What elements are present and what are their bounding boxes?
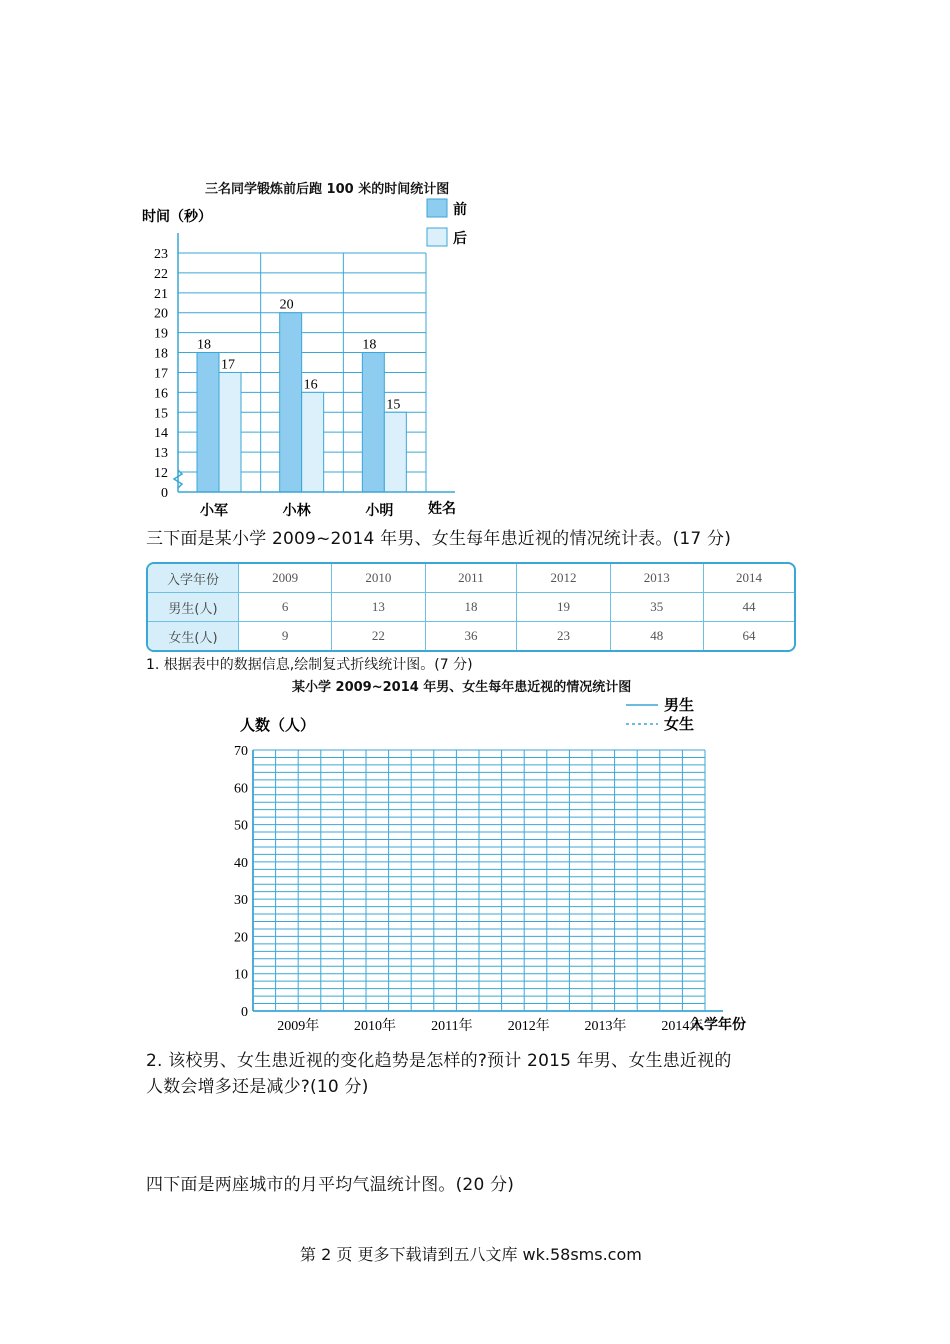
line-chart-grid: [220, 692, 780, 1037]
line-y-tick-label: 50: [234, 818, 248, 834]
bar-y-tick-label: 12: [154, 466, 168, 481]
bar-y-tick-label: 20: [154, 306, 168, 322]
bar-chart-x-ticks: [200, 502, 393, 519]
bar-chart-y-label: 时间（秒）: [142, 209, 212, 225]
page-footer: 第 2 页 更多下载请到五八文库 wk.58sms.com: [300, 1245, 642, 1264]
table-cell: 2014: [704, 564, 794, 593]
line-chart-y-ticks: [234, 744, 248, 1020]
line-x-tick-label: 2012年: [507, 1019, 550, 1034]
bar-y-tick-label: 15: [154, 406, 168, 422]
table-row: [148, 622, 794, 650]
bar-y-tick-label: 19: [154, 326, 168, 342]
bar-value-label: 20: [279, 297, 294, 313]
bar-value-label: 17: [221, 357, 235, 373]
legend-female-label: 女生: [664, 715, 695, 733]
bar-category-label: 小军: [200, 503, 228, 519]
table-row: [148, 593, 794, 622]
table-cell: 22: [332, 622, 425, 650]
table-cell: 2013: [611, 564, 704, 593]
line-chart-title: 某小学 2009~2014 年男、女生每年患近视的情况统计图: [292, 680, 632, 695]
bar-y-tick-label: 18: [154, 346, 168, 362]
legend-before-label: 前: [453, 202, 467, 218]
line-y-tick-label: 60: [234, 781, 248, 797]
line-y-tick-label: 10: [234, 967, 248, 983]
question-2-line2: 人数会增多还是减少?(10 分): [146, 1077, 369, 1097]
line-x-tick-label: 2010年: [354, 1019, 397, 1034]
bar-value-label: 16: [303, 377, 318, 393]
line-y-tick-label: 40: [234, 855, 248, 871]
bar-chart-y-ticks: [154, 247, 168, 501]
line-x-tick-label: 2013年: [584, 1019, 627, 1034]
bar-chart-bars: [197, 298, 406, 492]
bar-category-label: 小林: [282, 503, 311, 519]
bar-y-tick-label: 21: [154, 286, 168, 302]
bar-after: [219, 372, 241, 492]
line-chart-x-ticks: [277, 1017, 703, 1034]
data-table-wrapper: [146, 562, 796, 652]
legend-after-label: 后: [453, 231, 467, 247]
table-cell: 64: [742, 628, 756, 643]
table-cell: 2012: [517, 564, 610, 593]
bar-y-tick-label: 22: [154, 266, 168, 282]
bar-before: [197, 353, 219, 492]
bar-y-tick-label: 0: [161, 486, 168, 501]
table-cell: 48: [611, 622, 704, 650]
line-y-tick-label: 30: [234, 893, 248, 909]
bar-category-label: 小明: [365, 503, 394, 519]
section3-heading: 三下面是某小学 2009~2014 年男、女生每年患近视的情况统计表。(17 分): [146, 529, 732, 549]
table-cell: 9: [239, 622, 332, 650]
table-cell: 23: [517, 622, 610, 650]
line-y-tick-label: 0: [241, 1005, 248, 1020]
bar-y-tick-label: 17: [154, 366, 168, 382]
table-header-cell: 入学年份: [148, 564, 239, 593]
bar-chart-x-label: 姓名: [428, 501, 456, 517]
table-cell: 36: [426, 622, 518, 650]
line-chart-x-label: 入学年份: [690, 1017, 746, 1033]
table-cell: 18: [426, 593, 518, 622]
legend-after-swatch: [427, 228, 447, 246]
table-cell: 2011: [426, 564, 518, 593]
legend-male-label: 男生: [664, 696, 695, 714]
table-header-cell: 女生(人): [148, 622, 239, 650]
line-y-tick-label: 70: [234, 744, 248, 759]
line-grid-lines: [253, 750, 723, 1011]
bar-chart-title: 三名同学锻炼前后跑 100 米的时间统计图: [205, 182, 450, 197]
table-cell: 44: [704, 593, 794, 622]
bar-chart: [130, 195, 490, 525]
bar-y-tick-label: 13: [154, 446, 168, 462]
line-x-tick-label: 2009年: [277, 1019, 320, 1034]
table-cell: 13: [332, 593, 425, 622]
question-2-line1: 2. 该校男、女生患近视的变化趋势是怎样的?预计 2015 年男、女生患近视的: [146, 1051, 732, 1071]
table-row: [148, 564, 794, 593]
bar-before: [362, 353, 384, 492]
bar-after: [384, 412, 406, 492]
data-table: [146, 562, 796, 652]
bar-before: [280, 313, 302, 492]
line-y-tick-label: 20: [234, 930, 248, 946]
bar-y-tick-label: 14: [154, 426, 168, 442]
bar-value-label: 18: [362, 337, 377, 353]
legend-before-swatch: [427, 199, 447, 217]
bar-value-label: 18: [197, 337, 211, 353]
table-cell: 6: [239, 593, 332, 622]
bar-after: [302, 392, 324, 492]
bar-y-tick-label: 16: [154, 386, 168, 402]
question-1: 1. 根据表中的数据信息,绘制复式折线统计图。(7 分): [146, 657, 473, 673]
table-cell: 19: [517, 593, 610, 622]
line-x-tick-label: 2014年: [661, 1019, 704, 1034]
table-header-cell: 男生(人): [148, 593, 239, 622]
line-x-tick-label: 2011年: [431, 1019, 473, 1034]
line-chart-y-label: 人数（人）: [240, 716, 316, 734]
section4-heading: 四下面是两座城市的月平均气温统计图。(20 分): [146, 1175, 515, 1195]
table-cell: 2010: [332, 564, 425, 593]
bar-value-label: 15: [386, 397, 401, 413]
table-cell: 2009: [239, 564, 332, 593]
table-cell: 35: [611, 593, 704, 622]
bar-y-tick-label: 23: [154, 247, 168, 262]
